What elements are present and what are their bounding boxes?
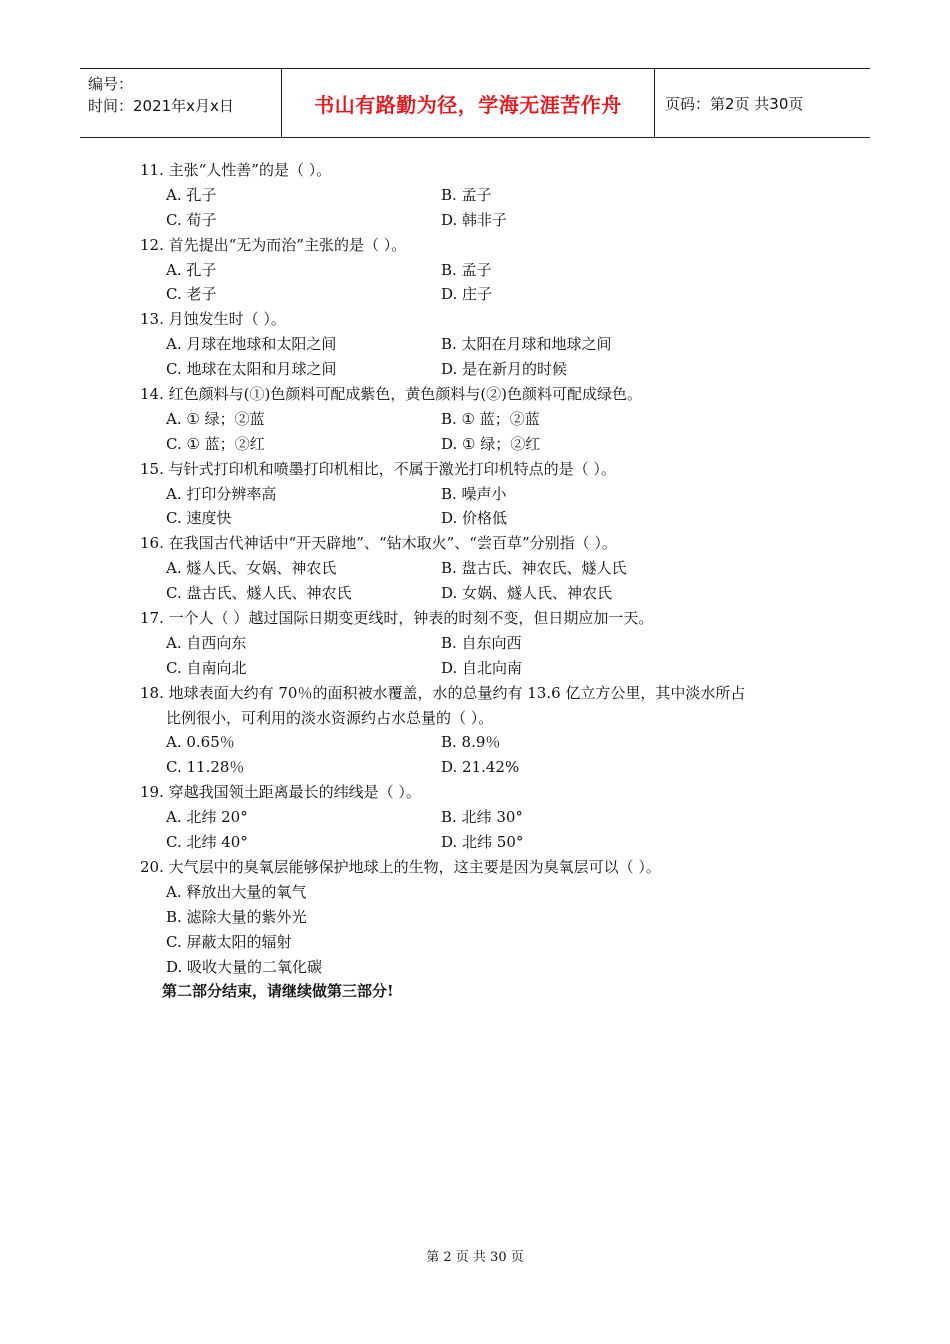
question-20 xyxy=(140,855,830,979)
option-b: B. 北纬 30° xyxy=(441,808,523,827)
option-c: C. 速度快 xyxy=(166,509,232,528)
header-divider xyxy=(654,69,655,137)
option-a: A. 打印分辨率高 xyxy=(166,484,277,503)
option-a: A. 孔子 xyxy=(166,185,217,204)
question-stem: 19. 穿越我国领土距离最长的纬线是（ ）。 xyxy=(140,783,421,802)
option-a: A. ① 绿；②蓝 xyxy=(166,409,265,428)
doc-number-label: 编号： xyxy=(88,75,134,93)
question-stem-continued: 比例很小，可利用的淡水资源约占水总量的（ ）。 xyxy=(166,708,494,727)
question-stem: 14. 红色颜料与(①)色颜料可配成紫色，黄色颜料与(②)色颜料可配成绿色。 xyxy=(140,385,643,404)
question-stem: 16. 在我国古代神话中“开天辟地”、“钻木取火”、“尝百草”分别指（ ）。 xyxy=(140,534,617,553)
question-stem: 15. 与针式打印机和喷墨打印机相比，不属于激光打印机特点的是（ ）。 xyxy=(140,459,616,478)
option-c: C. 屏蔽太阳的辐射 xyxy=(166,932,292,951)
header-table xyxy=(80,68,870,138)
question-stem: 11. 主张“人性善”的是（ ）。 xyxy=(140,161,332,179)
option-c: C. 北纬 40° xyxy=(166,833,248,852)
option-c: C. ① 蓝；②红 xyxy=(166,434,265,453)
option-d: D. 北纬 50° xyxy=(441,833,524,852)
option-a: A. 0.65％ xyxy=(166,733,235,752)
option-b: B. 盘古氏、神农氏、燧人氏 xyxy=(441,559,627,578)
question-11 xyxy=(140,158,830,233)
option-d: D. 韩非子 xyxy=(441,210,508,229)
option-d: D. ① 绿；②红 xyxy=(441,434,541,453)
option-d: D. 庄子 xyxy=(441,285,493,304)
question-stem: 12. 首先提出“无为而治”主张的是（ ）。 xyxy=(140,235,407,254)
option-b: B. 孟子 xyxy=(441,185,492,204)
option-d: D. 价格低 xyxy=(441,509,508,528)
question-list xyxy=(140,158,830,1004)
option-b: B. 孟子 xyxy=(441,260,492,279)
question-stem: 17. 一个人（ ）越过国际日期变更线时，钟表的时刻不变，但日期应加一天。 xyxy=(140,609,654,628)
header-meta xyxy=(88,73,234,117)
option-a: A. 自西向东 xyxy=(166,633,247,652)
option-a: A. 北纬 20° xyxy=(166,808,248,827)
option-d: D. 自北向南 xyxy=(441,658,523,677)
option-c: C. 荀子 xyxy=(166,210,217,229)
section-closing-note: 第二部分结束，请继续做第三部分! xyxy=(162,982,394,1001)
option-b: B. 滤除大量的紫外光 xyxy=(166,907,307,926)
header-motto: 书山有路勤为径，学海无涯苦作舟 xyxy=(314,93,622,117)
option-d: D. 女娲、燧人氏、神农氏 xyxy=(441,584,613,603)
question-15 xyxy=(140,457,830,532)
option-b: B. 自东向西 xyxy=(441,633,522,652)
option-a: A. 月球在地球和太阳之间 xyxy=(166,335,337,354)
option-b: B. 8.9％ xyxy=(441,733,501,752)
question-17 xyxy=(140,606,830,681)
option-b: B. 噪声小 xyxy=(441,484,507,503)
option-a: A. 燧人氏、女娲、神农氏 xyxy=(166,559,337,578)
option-b: B. 太阳在月球和地球之间 xyxy=(441,335,612,354)
header-page-info: 页码：第2页 共30页 xyxy=(665,95,804,113)
option-c: C. 自南向北 xyxy=(166,658,247,677)
question-12 xyxy=(140,233,830,308)
question-14 xyxy=(140,382,830,457)
question-stem: 20. 大气层中的臭氧层能够保护地球上的生物，这主要是因为臭氧层可以（ ）。 xyxy=(140,857,661,876)
option-d: D. 21.42% xyxy=(441,758,520,777)
option-c: C. 老子 xyxy=(166,285,217,304)
option-c: C. 盘古氏、燧人氏、神农氏 xyxy=(166,584,352,603)
option-a: A. 孔子 xyxy=(166,260,217,279)
question-16 xyxy=(140,531,830,606)
option-c: C. 11.28％ xyxy=(166,758,245,777)
option-d: D. 是在新月的时候 xyxy=(441,360,568,379)
option-d: D. 吸收大量的二氧化碳 xyxy=(166,957,323,976)
question-stem: 18. 地球表面大约有 70％的面积被水覆盖，水的总量约有 13.6 亿立方公里，其中淡水所占 xyxy=(140,683,746,702)
option-b: B. ① 蓝；②蓝 xyxy=(441,409,540,428)
question-stem: 13. 月蚀发生时（ ）。 xyxy=(140,310,286,329)
doc-time-label: 时间：2021年x月x日 xyxy=(88,97,234,115)
question-18 xyxy=(140,681,830,781)
question-19 xyxy=(140,780,830,855)
option-a: A. 释放出大量的氧气 xyxy=(166,882,307,901)
question-13 xyxy=(140,307,830,382)
option-c: C. 地球在太阳和月球之间 xyxy=(166,360,337,379)
page-footer: 第 2 页 共 30 页 xyxy=(426,1250,524,1265)
